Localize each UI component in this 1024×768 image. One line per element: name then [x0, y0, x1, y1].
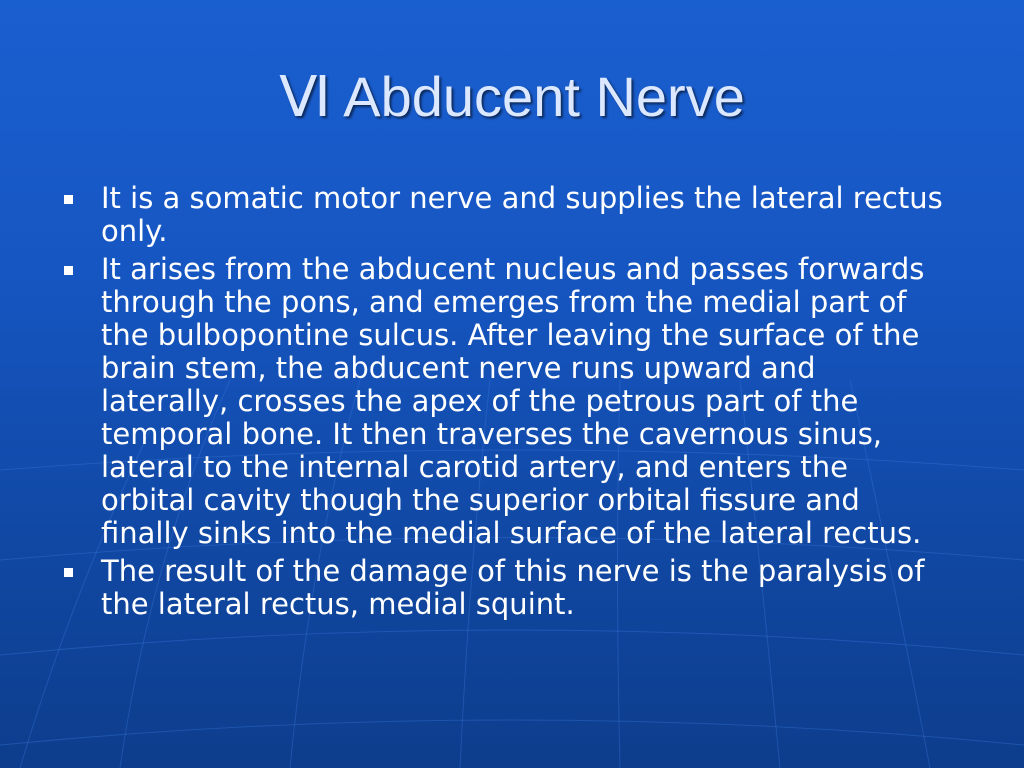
bullet-text: The result of the damage of this nerve is the paralysis of the lateral rectus, medial squint. [101, 554, 925, 621]
bullet-item [60, 182, 950, 248]
square-bullet-icon [64, 266, 73, 275]
bullet-list [60, 182, 950, 626]
square-bullet-icon [64, 195, 73, 204]
bullet-item [60, 253, 950, 550]
bullet-text: It is a somatic motor nerve and supplies the lateral rectus only. [101, 181, 943, 248]
bullet-item [60, 555, 950, 621]
bullet-text: It arises from the abducent nucleus and passes forwards through the pons, and emerges from the medial part of the bulbopontine sulcus. After leaving the surface of the brain stem, the abducent nerve runs upward and laterally, crosses the apex of the petrous part of the temporal bone. It then traverses the cavernous sinus, lateral to the internal carotid artery, and enters the orbital cavity though the superior orbital fissure and finally sinks into the medial surface of the lateral rectus. [101, 252, 925, 550]
square-bullet-icon [64, 568, 73, 577]
slide-title: Ⅵ Abducent Nerve [279, 65, 745, 128]
